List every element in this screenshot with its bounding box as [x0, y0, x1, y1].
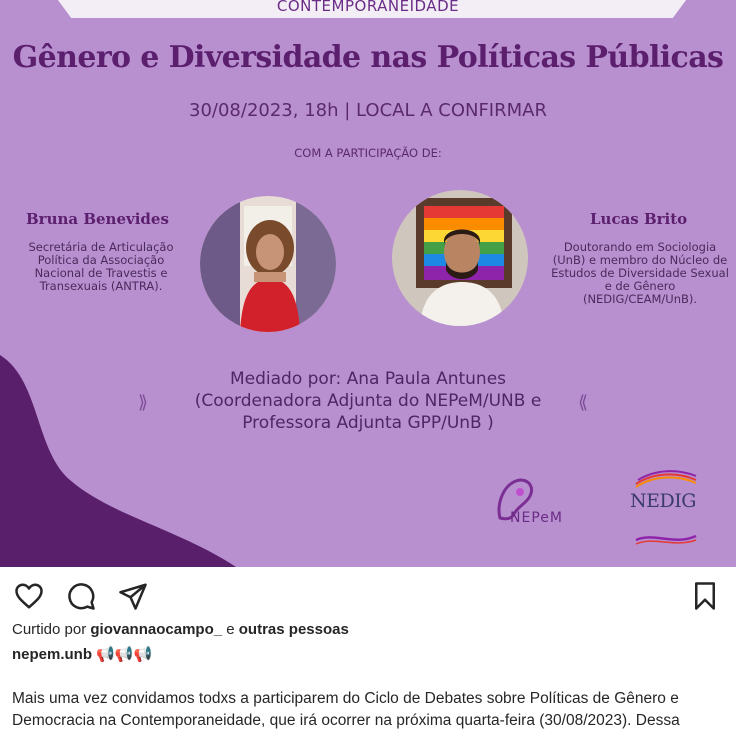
comment-icon[interactable]	[66, 581, 96, 611]
mediator-line: Professora Adjunta GPP/UnB )	[242, 413, 494, 433]
liked-others-link[interactable]: outras pessoas	[238, 621, 349, 638]
liked-middle: e	[222, 621, 239, 638]
caption-line: Democracia na Contemporaneidade, que irá ocorrer na próxima quarta-feira (30/08/2023). Dessa	[12, 712, 680, 729]
author-emoji: 📢📢📢	[96, 646, 153, 663]
chevron-right-icon: ⟫	[138, 392, 149, 413]
poster-title: Gênero e Diversidade nas Políticas Públicas	[12, 40, 724, 75]
nepem-logo-text: NEPeM	[510, 510, 563, 526]
mediator-info	[170, 368, 566, 434]
speaker-left-name: Bruna Benevides	[26, 210, 169, 228]
speaker-left-description: Secretária de Articulação Política da Associação Nacional de Travestis e Transexuais (ANTRA).	[28, 240, 174, 293]
caption-line: Mais uma vez convidamos todxs a participarem do Ciclo de Debates sobre Políticas de Gênero e	[12, 690, 679, 707]
nedig-rainbow-icon	[634, 468, 698, 488]
send-icon[interactable]	[118, 581, 148, 611]
post-actions-bar	[0, 567, 736, 619]
speaker-left-photo	[200, 196, 336, 332]
likes-summary	[12, 621, 732, 638]
nedig-logo-text: NEDIG	[630, 490, 696, 512]
liked-user-link[interactable]: giovannaocampo_	[90, 621, 223, 638]
mediator-line: Mediado por: Ana Paula Antunes	[229, 369, 507, 389]
speaker-right-description: Doutorando em Sociologia (UnB) e membro do Núcleo de Estudos de Diversidade Sexual e de Gênero (NEDIG/CEAM/UnB).	[551, 240, 729, 306]
speaker-right-photo	[392, 190, 528, 326]
post-caption	[12, 688, 732, 732]
participation-label: COM A PARTICIPAÇÃO DE:	[294, 146, 442, 160]
event-date: 30/08/2023, 18h | LOCAL A CONFIRMAR	[189, 100, 547, 121]
nedig-wave-icon	[634, 530, 698, 548]
chevron-left-icon: ⟪	[578, 392, 589, 413]
heart-icon[interactable]	[14, 581, 44, 611]
liked-prefix: Curtido por	[12, 621, 91, 638]
mediator-line: (Coordenadora Adjunta do NEPeM/UNB e	[194, 391, 542, 411]
author-username-link[interactable]: nepem.unb	[12, 646, 93, 663]
banner-text: CONTEMPORANEIDADE	[276, 0, 460, 15]
post-author	[12, 645, 732, 663]
bookmark-icon[interactable]	[690, 581, 720, 611]
speaker-right-name: Lucas Brito	[590, 210, 688, 228]
